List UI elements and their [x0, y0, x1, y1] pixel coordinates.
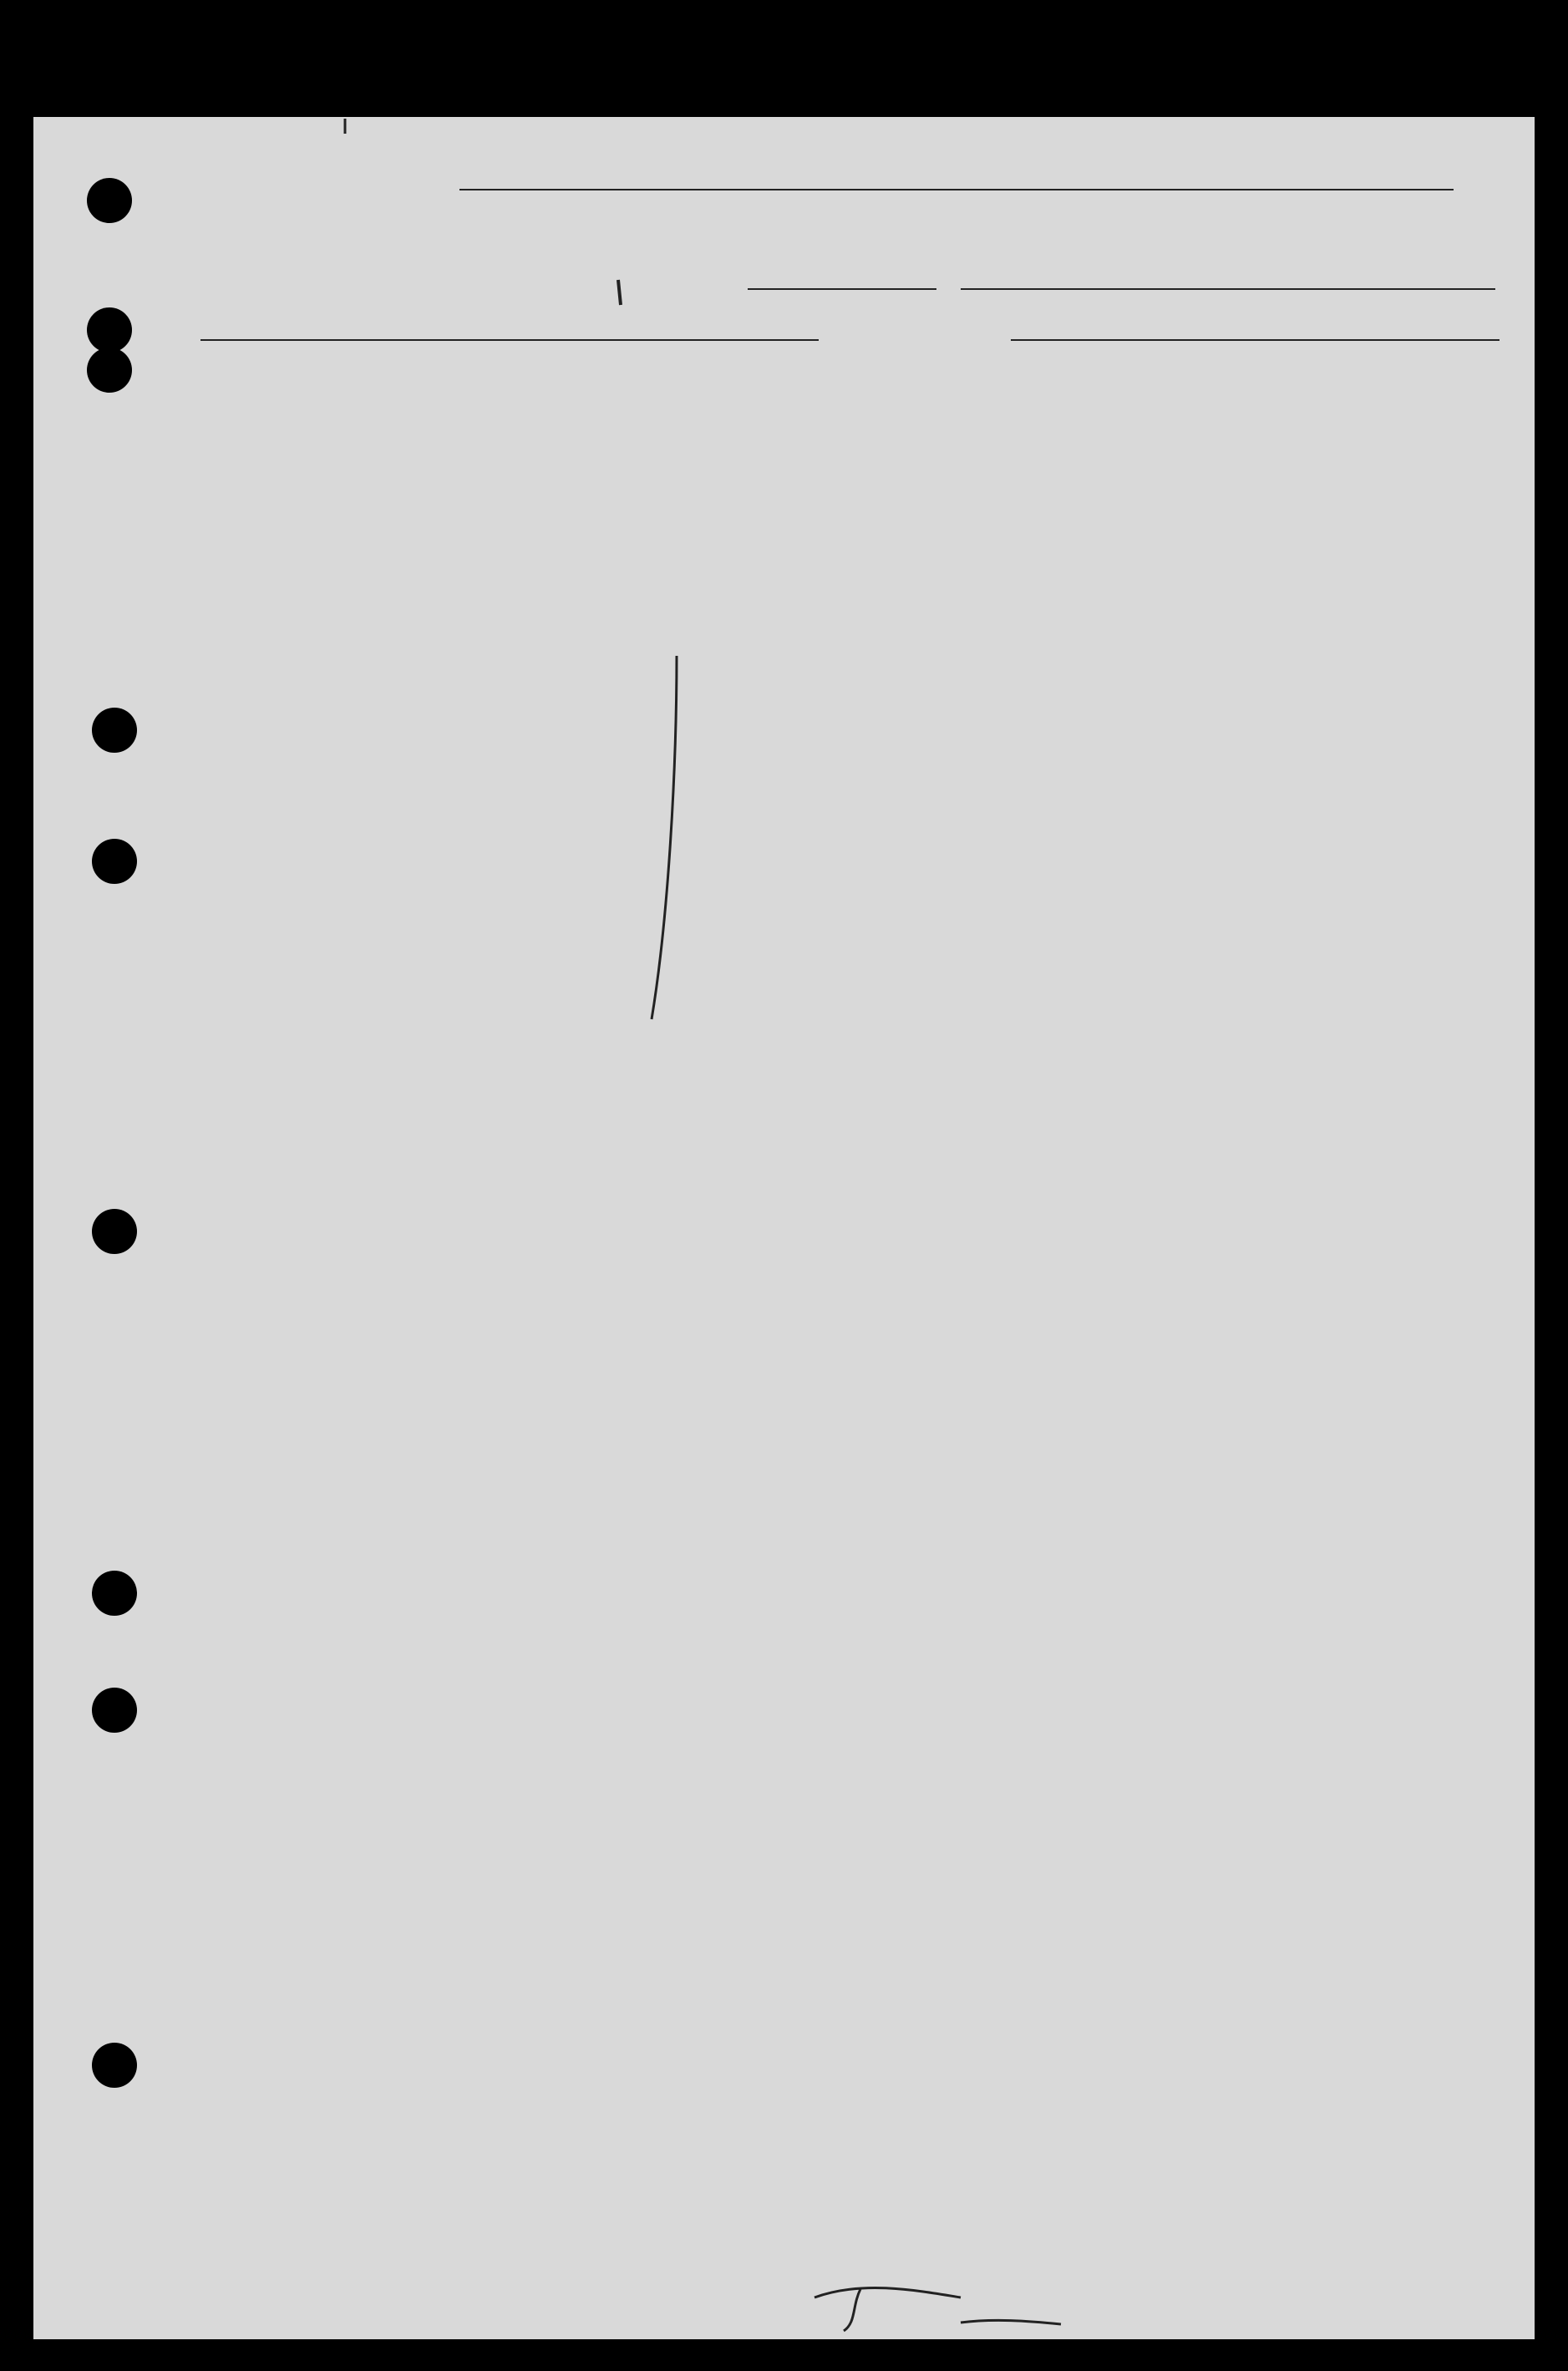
passenger-table [33, 117, 1535, 2339]
document-page [33, 117, 1535, 2339]
signature-stroke [810, 2272, 1078, 2339]
